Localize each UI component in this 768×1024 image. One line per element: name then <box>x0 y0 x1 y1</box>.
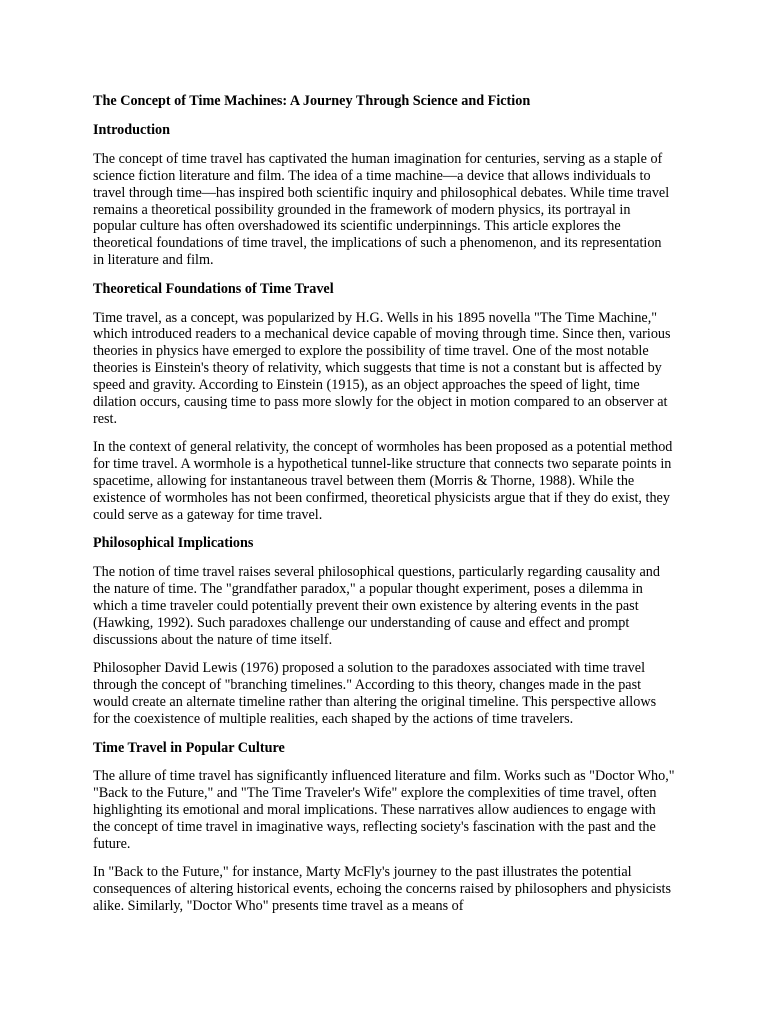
paragraph: In the context of general relativity, the concept of wormholes has been proposed as a potential method for time travel. A wormhole is a hypothetical tunnel-like structure that connects two separate points in spacetime, allowing for instantaneous travel between them (Morris & Thorne, 1988). While the existence of wormholes has not been confirmed, theoretical physicists argue that if they do exist, they could serve as a gateway for time travel. <box>93 439 673 524</box>
paragraph: The concept of time travel has captivated the human imagination for centuries, serving as a staple of science fiction literature and film. The idea of a time machine—a device that allows individuals to travel through time—has inspired both scientific inquiry and philosophical debates. While time travel remains a theoretical possibility grounded in the framework of modern physics, its portrayal in popular culture has often overshadowed its scientific underpinnings. This article explores the theoretical foundations of time travel, the implications of such a phenomenon, and its representation in literature and film. <box>93 150 670 269</box>
section-heading: Theoretical Foundations of Time Travel <box>93 280 334 297</box>
section-theoretical-foundations <box>93 281 676 524</box>
document-page <box>93 93 676 927</box>
section-philosophical-implications <box>93 535 676 728</box>
section-popular-culture <box>93 740 676 916</box>
section-heading: Philosophical Implications <box>93 535 254 552</box>
paragraph: Philosopher David Lewis (1976) proposed a solution to the paradoxes associated with time travel through the concept of "branching timelines." According to this theory, changes made in the past would create an alternate timeline rather than altering the original timeline. This perspective allows for the coexistence of multiple realities, each shaped by the actions of time travelers. <box>93 660 657 728</box>
section-introduction <box>93 122 676 269</box>
paragraph: Time travel, as a concept, was popularized by H.G. Wells in his 1895 novella "The Time Machine," which introduced readers to a mechanical device capable of moving through time. Since then, various theories in physics have emerged to explore the possibility of time travel. One of the most notable theories is Einstein's theory of relativity, which suggests that time is not a constant but is affected by speed and gravity. According to Einstein (1915), as an object approaches the speed of light, time dilation occurs, causing time to pass more slowly for the object in motion compared to an observer at rest. <box>93 309 671 427</box>
paragraph: The allure of time travel has significantly influenced literature and film. Works such as "Doctor Who," "Back to the Future," and "The Time Traveler's Wife" explore the complexities of time travel, often highlighting its emotional and moral implications. These narratives allow audiences to engage with the concept of time travel in imaginative ways, reflecting society's fascination with the past and the future. <box>93 768 675 853</box>
paragraph: In "Back to the Future," for instance, Marty McFly's journey to the past illustrates the potential consequences of altering historical events, echoing the concerns raised by philosophers and physicists alike. Similarly, "Doctor Who" presents time travel as a means of <box>93 864 671 915</box>
section-heading: Introduction <box>93 121 170 138</box>
document-title: The Concept of Time Machines: A Journey Through Science and Fiction <box>93 93 531 109</box>
paragraph: The notion of time travel raises several philosophical questions, particularly regarding causality and the nature of time. The "grandfather paradox," a popular thought experiment, poses a dilemma in which a time traveler could potentially prevent their own existence by altering events in the past (Hawking, 1992). Such paradoxes challenge our understanding of cause and effect and prompt discussions about the nature of time itself. <box>93 564 660 648</box>
section-heading: Time Travel in Popular Culture <box>93 739 285 756</box>
